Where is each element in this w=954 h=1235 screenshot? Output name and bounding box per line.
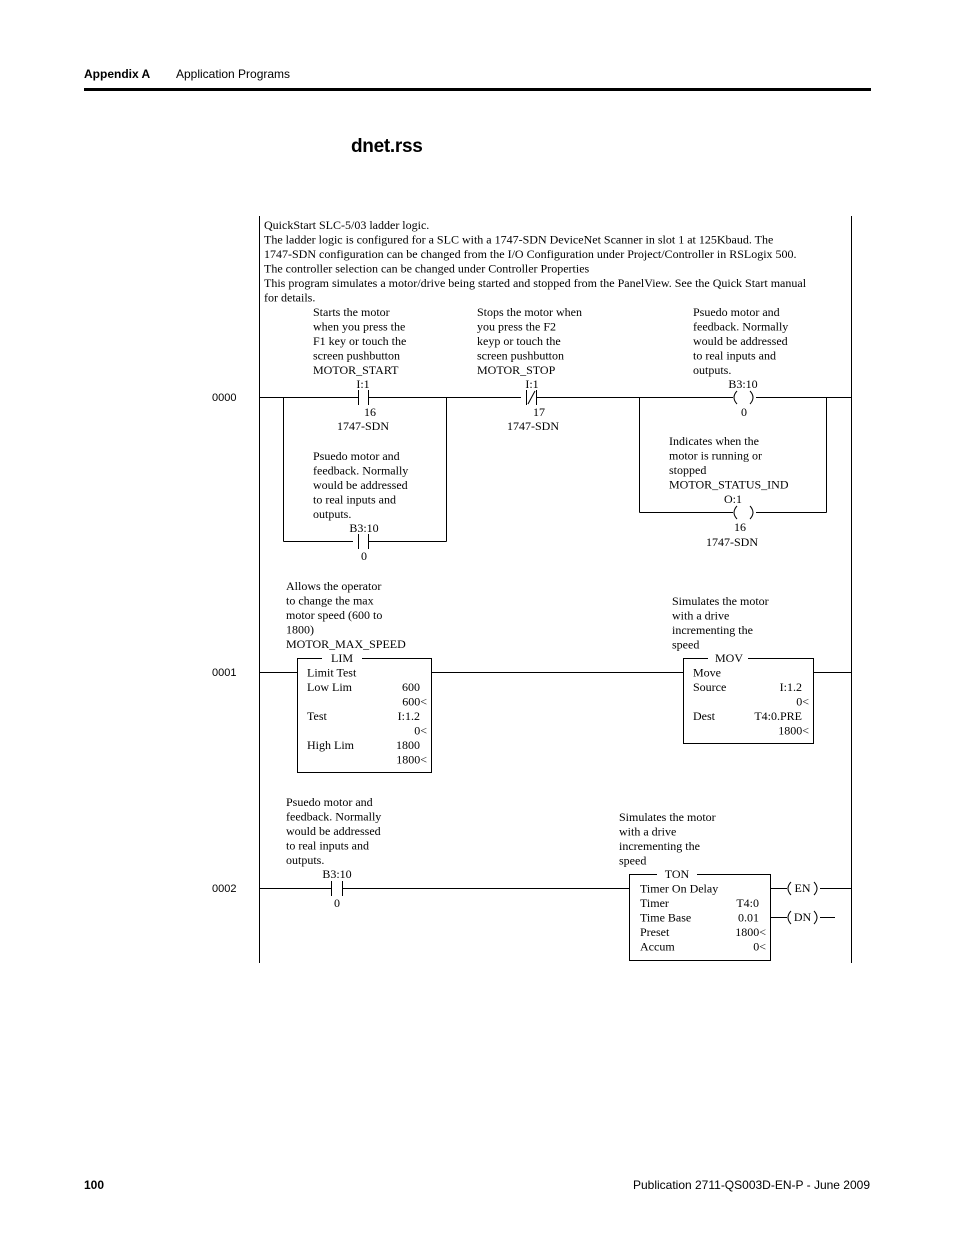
xic-contact-b3-10-rung2 <box>332 881 343 896</box>
ote-coil-b3-10 <box>734 391 753 404</box>
svg-text:feedback. Normally: feedback. Normally <box>693 319 789 334</box>
svg-text:Low Lim: Low Lim <box>307 680 352 694</box>
svg-text:LIM: LIM <box>331 651 353 665</box>
svg-text:Time Base: Time Base <box>640 910 692 925</box>
lim-instruction <box>307 651 427 767</box>
svg-text:feedback. Normally: feedback. Normally <box>286 809 382 824</box>
svg-text:0<: 0< <box>753 939 766 954</box>
contact-bit: 0 <box>334 896 340 910</box>
xic-contact-b3-10-branch <box>359 534 369 549</box>
svg-text:I:1.2: I:1.2 <box>779 680 802 694</box>
svg-text:MOV: MOV <box>714 651 744 665</box>
svg-text:0<: 0< <box>796 694 809 709</box>
svg-text:0<: 0< <box>414 723 427 738</box>
page-title: dnet.rss <box>351 136 423 157</box>
branch-bit: 0 <box>361 549 367 563</box>
start-module: 1747-SDN <box>336 419 390 433</box>
svg-text:Allows the operator: Allows the operator <box>286 579 382 593</box>
svg-text:motor is running or: motor is running or <box>669 448 762 463</box>
svg-text:0.01: 0.01 <box>738 910 759 925</box>
svg-text:1747-SDN configuration can be: 1747-SDN configuration can be changed from the I/O Configuration under Project/Controller in RSLogix 500. <box>264 247 797 261</box>
out2-bit: 16 <box>734 520 746 534</box>
svg-text:QuickStart SLC-5/03 ladder log: QuickStart SLC-5/03 ladder logic. <box>264 218 430 232</box>
start-address: I:1 <box>356 377 370 391</box>
svg-text:T4:0: T4:0 <box>736 896 759 910</box>
out1-comment <box>693 305 788 377</box>
header-section: Appendix A <box>84 67 151 81</box>
svg-text:incrementing the: incrementing the <box>672 623 753 637</box>
svg-text:speed: speed <box>619 853 647 868</box>
svg-text:600<: 600< <box>402 694 427 709</box>
svg-text:1800): 1800) <box>286 622 314 637</box>
svg-text:stopped: stopped <box>669 463 707 477</box>
svg-text:Accum: Accum <box>640 939 675 954</box>
svg-text:Timer: Timer <box>640 896 669 910</box>
svg-text:MOTOR_STOP: MOTOR_STOP <box>477 363 556 377</box>
program-comment <box>264 218 807 305</box>
out2-address: O:1 <box>724 492 742 506</box>
svg-text:would be addressed: would be addressed <box>286 824 381 838</box>
svg-text:Starts the motor: Starts the motor <box>313 305 390 319</box>
svg-text:MOTOR_STATUS_IND: MOTOR_STATUS_IND <box>669 477 789 492</box>
svg-text:speed: speed <box>672 637 700 652</box>
svg-text:Psuedo motor and: Psuedo motor and <box>286 795 373 809</box>
branch-comment <box>313 449 408 521</box>
svg-text:to real inputs and: to real inputs and <box>286 838 369 853</box>
svg-text:Psuedo motor and: Psuedo motor and <box>313 449 400 463</box>
svg-text:The ladder logic is configured: The ladder logic is configured for a SLC with a 1747-SDN DeviceNet Scanner in slot 1 at 125Kbaud. The <box>264 232 774 247</box>
svg-text:Move: Move <box>693 665 721 680</box>
svg-text:with a drive: with a drive <box>619 824 677 839</box>
svg-text:TON: TON <box>664 867 690 881</box>
start-bit: 16 <box>364 405 376 419</box>
branch-address: B3:10 <box>349 521 379 535</box>
svg-text:Dest: Dest <box>693 709 715 723</box>
svg-text:you press the F2: you press the F2 <box>477 319 556 334</box>
svg-text:Indicates when the: Indicates when the <box>669 434 759 448</box>
svg-text:outputs.: outputs. <box>286 853 325 867</box>
rung-number: 0001 <box>212 667 237 679</box>
svg-text:T4:0.PRE: T4:0.PRE <box>754 709 802 723</box>
svg-text:outputs.: outputs. <box>693 363 732 377</box>
svg-text:keyp or touch the: keyp or touch the <box>477 334 561 348</box>
publication-info: Publication 2711-QS003D-EN-P - June 2009 <box>632 1178 870 1192</box>
stop-address: I:1 <box>525 377 539 391</box>
mov-comment <box>672 594 769 652</box>
svg-text:I:1.2: I:1.2 <box>397 709 420 723</box>
out2-comment <box>669 434 789 492</box>
svg-text:screen pushbutton: screen pushbutton <box>313 348 400 363</box>
svg-text:outputs.: outputs. <box>313 507 352 521</box>
lim-comment <box>286 579 406 651</box>
contact-address: B3:10 <box>322 867 352 881</box>
svg-text:with a drive: with a drive <box>672 608 730 623</box>
svg-text:for details.: for details. <box>264 290 316 305</box>
contact-comment <box>286 795 381 867</box>
svg-text:Timer On Delay: Timer On Delay <box>640 881 719 896</box>
stop-comment <box>477 305 582 377</box>
svg-text:Limit Test: Limit Test <box>307 665 357 680</box>
page-number: 100 <box>84 1178 105 1192</box>
svg-text:Stops the motor when: Stops the motor when <box>477 305 582 319</box>
svg-text:High Lim: High Lim <box>307 738 354 752</box>
svg-text:when you press the: when you press the <box>313 319 406 334</box>
svg-text:1800<: 1800< <box>396 752 427 767</box>
dn-label: DN <box>793 910 812 924</box>
start-comment <box>313 305 406 377</box>
out1-address: B3:10 <box>728 377 758 391</box>
ton-comment <box>619 810 716 868</box>
svg-text:MOTOR_MAX_SPEED: MOTOR_MAX_SPEED <box>286 637 406 651</box>
out1-bit: 0 <box>741 405 747 419</box>
svg-text:to real inputs and: to real inputs and <box>693 348 776 363</box>
xio-contact-motor-stop <box>527 390 537 405</box>
rung-number: 0002 <box>212 883 237 895</box>
ote-coil-o1-16 <box>734 506 753 519</box>
svg-text:Source: Source <box>693 680 727 694</box>
svg-text:Simulates the motor: Simulates the motor <box>619 810 716 824</box>
svg-text:Test: Test <box>307 709 327 723</box>
svg-text:1800<: 1800< <box>735 925 766 939</box>
svg-text:1800<: 1800< <box>778 723 809 738</box>
svg-text:would be addressed: would be addressed <box>313 478 408 492</box>
svg-text:F1 key or touch the: F1 key or touch the <box>313 334 407 348</box>
rung-number: 0000 <box>212 392 237 404</box>
xic-contact-motor-start <box>353 390 369 405</box>
stop-module: 1747-SDN <box>506 419 560 433</box>
svg-text:1800: 1800 <box>396 738 420 752</box>
svg-text:The controller selection can b: The controller selection can be changed under Controller Properties <box>264 261 590 276</box>
en-label: EN <box>794 881 811 895</box>
svg-text:MOTOR_START: MOTOR_START <box>313 363 399 377</box>
svg-text:Simulates the motor: Simulates the motor <box>672 594 769 608</box>
header-title: Application Programs <box>176 67 291 81</box>
svg-text:would be addressed: would be addressed <box>693 334 788 348</box>
svg-text:This program simulates a motor: This program simulates a motor/drive being started and stopped from the PanelView. See the Quick Start manual <box>264 276 807 290</box>
stop-bit: 17 <box>533 405 545 419</box>
out2-module: 1747-SDN <box>705 535 759 549</box>
svg-text:incrementing the: incrementing the <box>619 839 700 853</box>
svg-text:feedback. Normally: feedback. Normally <box>313 463 409 478</box>
svg-text:motor speed (600 to: motor speed (600 to <box>286 608 383 622</box>
svg-text:600: 600 <box>402 680 420 694</box>
svg-text:to change the max: to change the max <box>286 593 374 608</box>
svg-text:Psuedo motor and: Psuedo motor and <box>693 305 780 319</box>
svg-text:Preset: Preset <box>640 925 670 939</box>
svg-text:to real inputs and: to real inputs and <box>313 492 396 507</box>
svg-text:screen pushbutton: screen pushbutton <box>477 348 564 363</box>
